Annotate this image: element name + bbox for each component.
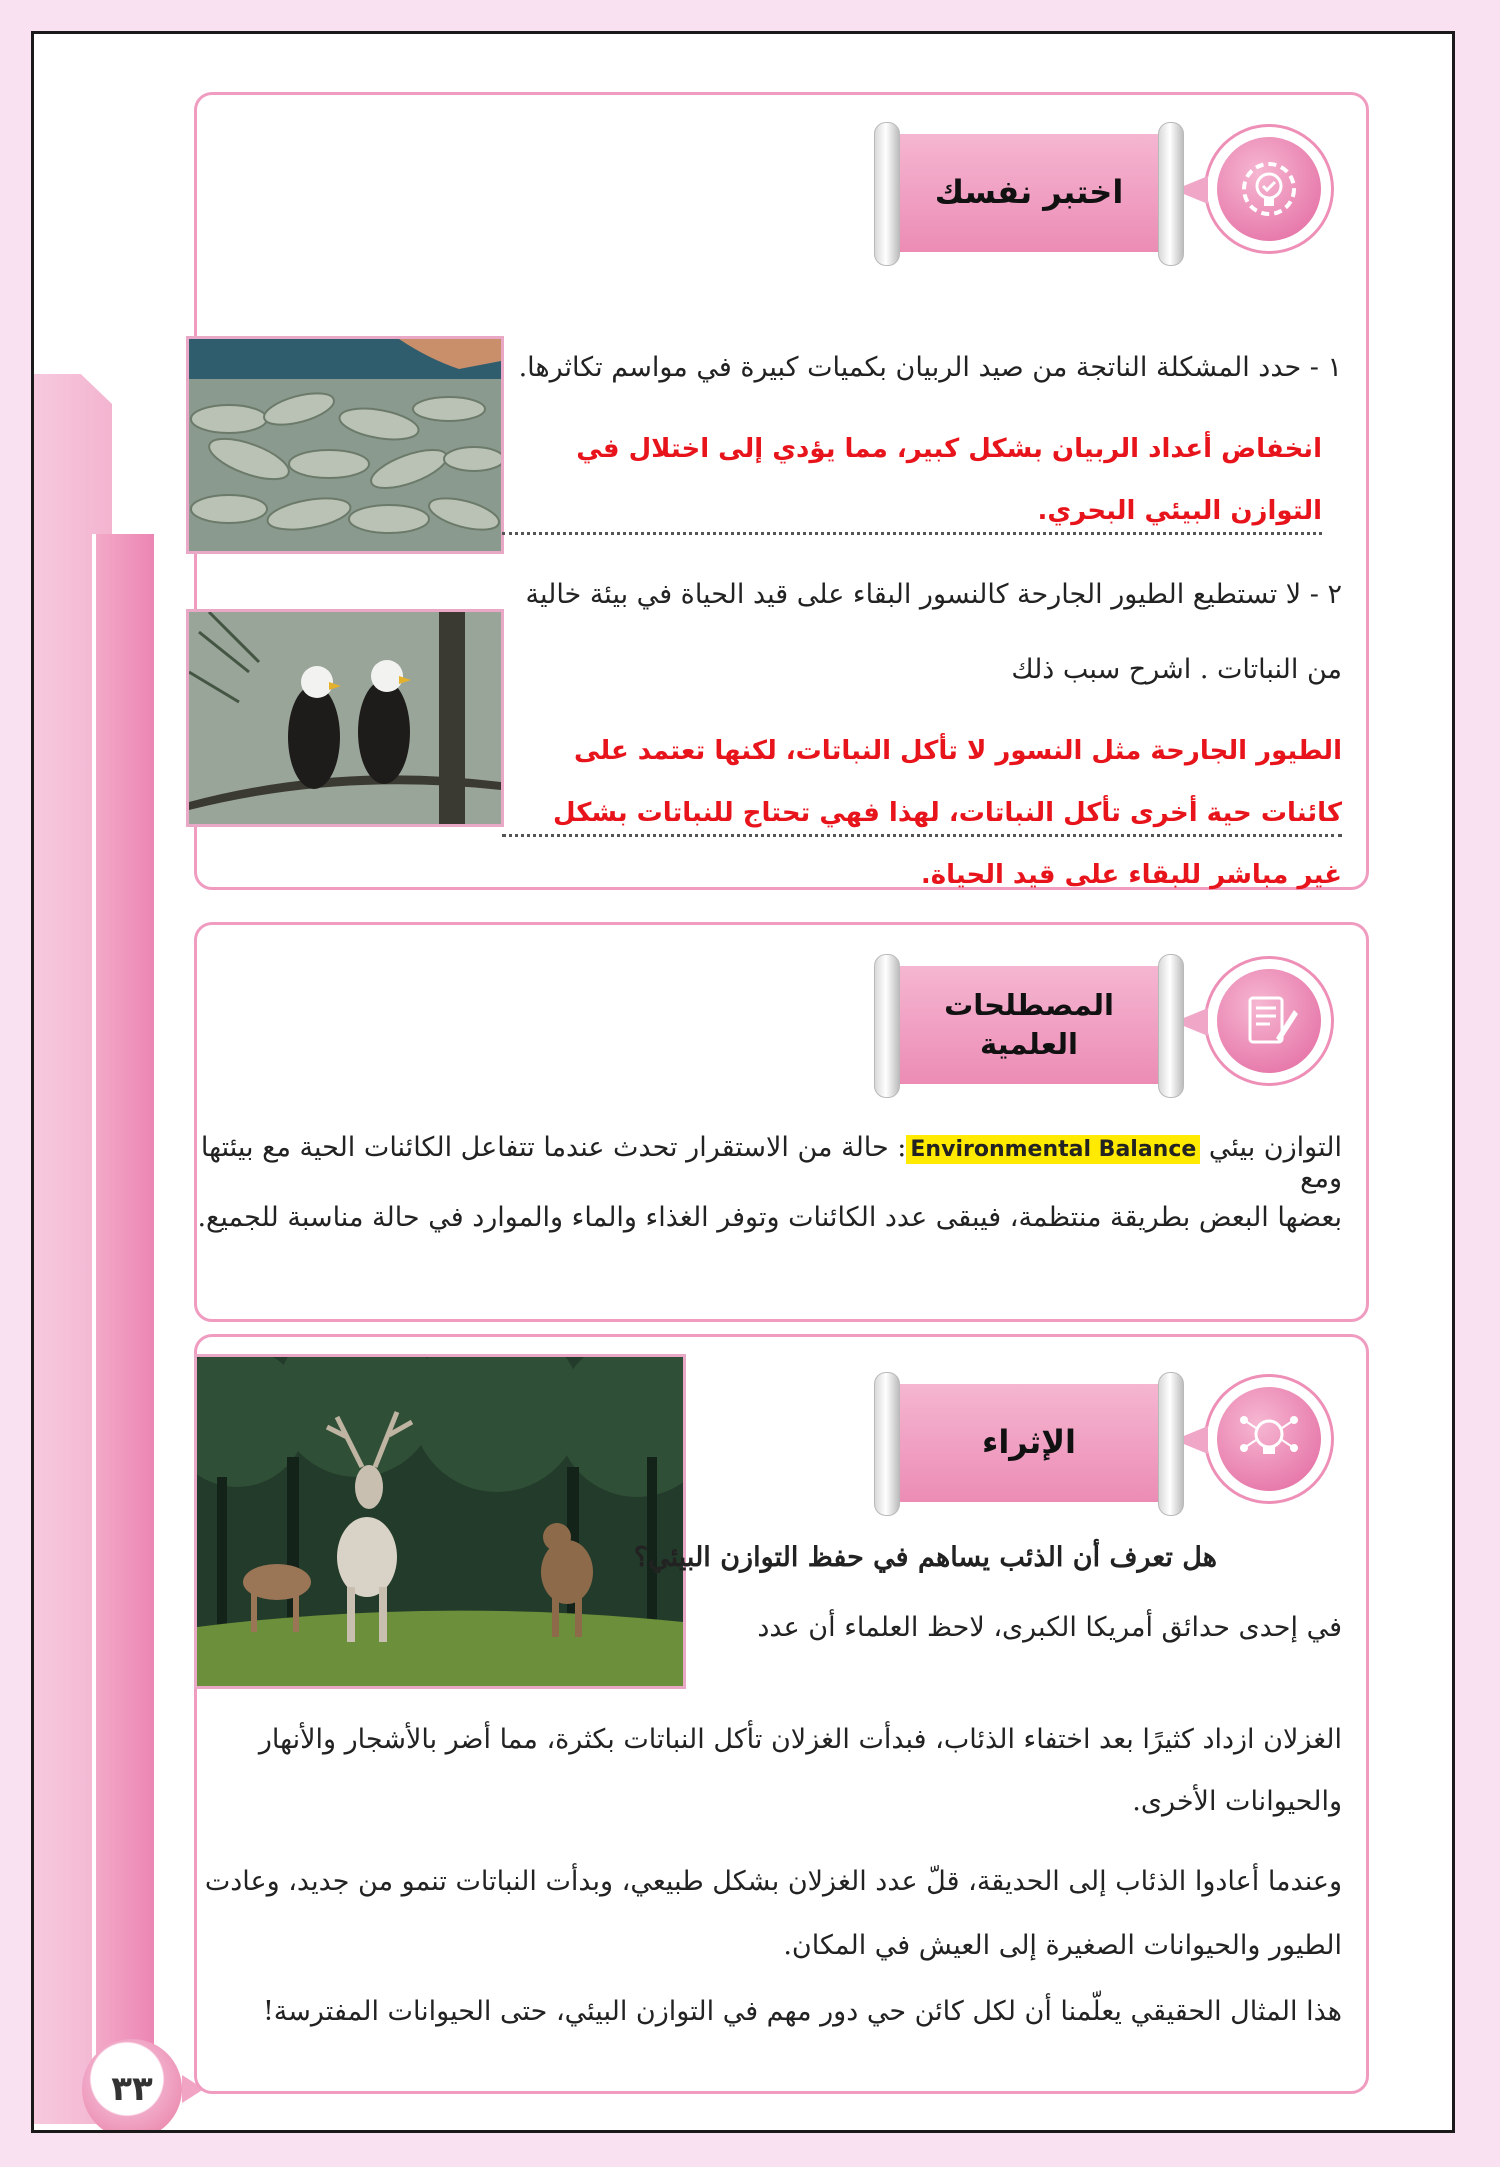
answer-2-line-2: كائنات حية أخرى تأكل النباتات، لهذا فهي تحتاج للنباتات بشكل — [502, 798, 1342, 837]
test-yourself-header — [834, 124, 1334, 284]
enrichment-paragraph-5: الطيور والحيوانات الصغيرة إلى العيش في المكان. — [783, 1930, 1342, 1961]
deer-wolf-photo — [194, 1354, 686, 1689]
enrichment-paragraph-3: والحيوانات الأخرى. — [1132, 1786, 1342, 1817]
lightbulb-gear-icon — [1204, 124, 1334, 254]
scientific-terms-title — [894, 966, 1164, 1084]
enrichment-title: الإثراء — [894, 1384, 1164, 1502]
term-arabic: التوازن بيئي — [1208, 1132, 1342, 1163]
answer-2-line-1: الطيور الجارحة مثل النسور لا تأكل النباتات، لكنها تعتمد على — [574, 736, 1342, 766]
page-number: ٣٣ — [82, 2039, 182, 2133]
enrichment-paragraph-6: هذا المثال الحقيقي يعلّمنا أن لكل كائن حي دور مهم في التوازن البيئي، حتى الحيوانات المفترسة! — [262, 1996, 1342, 2027]
answer-1-line-1: انخفاض أعداد الربيان بشكل كبير، مما يؤدي إلى اختلال في — [576, 434, 1322, 464]
eagles-photo — [186, 609, 504, 827]
question-2-line-2: من النباتات . اشرح سبب ذلك — [1011, 654, 1342, 685]
enrichment-header — [834, 1374, 1334, 1534]
term-definition-line-1 — [162, 1132, 1342, 1194]
enrichment-paragraph-1: في إحدى حدائق أمريكا الكبرى، لاحظ العلماء أن عدد — [757, 1612, 1342, 1643]
lightbulb-network-icon — [1204, 1374, 1334, 1504]
shrimp-photo — [186, 336, 504, 554]
left-ribbon-inner — [92, 534, 154, 2064]
term-definition-line-2: بعضها البعض بطريقة منتظمة، فيبقى عدد الكائنات وتوفر الغذاء والماء والموارد في حالة مناسبة للجميع. — [197, 1202, 1342, 1233]
scientific-terms-title-line-1: المصطلحات — [944, 987, 1114, 1022]
question-2-line-1: ٢ - لا تستطيع الطيور الجارحة كالنسور البقاء على قيد الحياة في بيئة خالية — [525, 579, 1342, 610]
answer-2-line-3: غير مباشر للبقاء على قيد الحياة. — [920, 860, 1342, 890]
enrichment-question: هل تعرف أن الذئب يساهم في حفظ التوازن البيئي؟ — [633, 1542, 1217, 1573]
enrichment-paragraph-2: الغزلان ازداد كثيرًا بعد اختفاء الذئاب، فبدأت الغزلان تأكل النباتات بكثرة، مما أضر بالأشجار والأنهار — [258, 1724, 1342, 1755]
test-yourself-title: اختبر نفسك — [894, 134, 1164, 252]
scientific-terms-title-line-2: العلمية — [980, 1027, 1078, 1061]
notebook-pen-icon — [1204, 956, 1334, 1086]
textbook-page — [31, 31, 1455, 2133]
scientific-terms-header — [834, 956, 1334, 1116]
term-definition-part-1: : حالة من الاستقرار تحدث عندما تتفاعل الكائنات الحية مع بيئتها ومع — [200, 1132, 1342, 1194]
term-english-highlight: Environmental Balance — [906, 1135, 1200, 1164]
answer-1-line-2: التوازن البيئي البحري. — [502, 496, 1322, 535]
question-1: ١ - حدد المشكلة الناتجة من صيد الربيان بكميات كبيرة في مواسم تكاثرها. — [518, 352, 1342, 383]
enrichment-paragraph-4: وعندما أعادوا الذئاب إلى الحديقة، قلّ عدد الغزلان بشكل طبيعي، وبدأت النباتات تنمو من جديد، وعادت — [204, 1866, 1342, 1897]
